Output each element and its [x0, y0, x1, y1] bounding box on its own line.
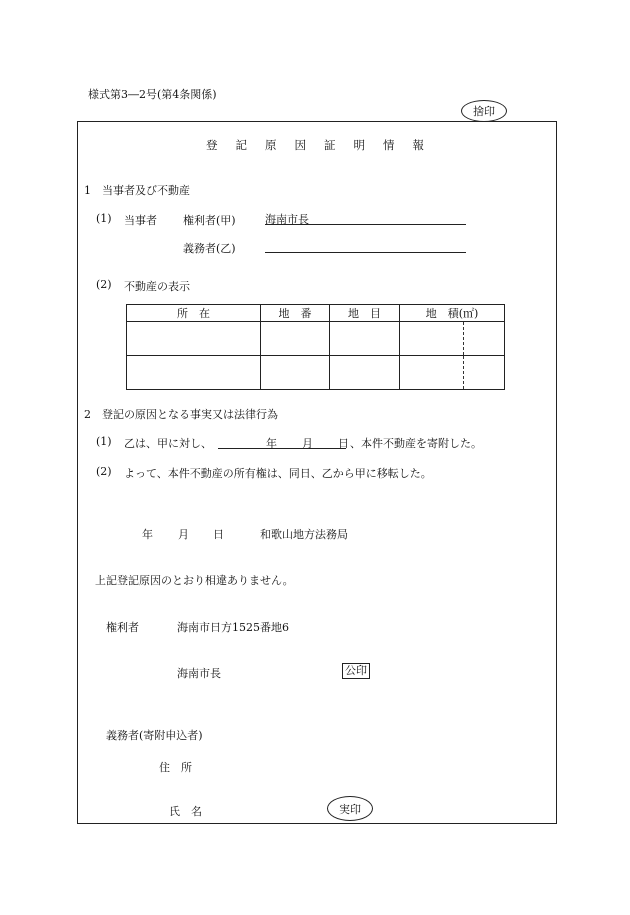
grantor-name-label: 氏 名 — [169, 805, 202, 818]
grantor-address-label: 住 所 — [159, 761, 192, 774]
donation-prefix: 乙は、甲に対し、 — [124, 437, 212, 450]
donation-day-label: 日 — [338, 437, 349, 450]
location-cell[interactable] — [127, 322, 261, 356]
confirmation-statement: 上記登記原因のとおり相違ありません。 — [95, 574, 294, 587]
registered-seal-stamp: 実印 — [327, 796, 373, 821]
form-number: 様式第3―2号(第4条関係) — [88, 88, 217, 101]
donation-month-label: 月 — [302, 437, 313, 450]
title-char: 情 — [383, 138, 395, 152]
grantee-signature-label: 権利者 — [106, 621, 139, 634]
table-row — [127, 356, 505, 390]
document-title — [0, 137, 630, 153]
section1-heading: 1 当事者及び不動産 — [84, 184, 190, 197]
grantee-value: 海南市長 — [265, 213, 309, 226]
table-row — [127, 322, 505, 356]
title-char: 因 — [294, 138, 306, 152]
lot-number-column-header: 地 番 — [261, 305, 330, 322]
parties-label: 当事者 — [124, 214, 157, 227]
property-display-label: 不動産の表示 — [124, 280, 190, 293]
property-table — [126, 304, 505, 390]
land-category-cell[interactable] — [330, 356, 400, 390]
title-char: 証 — [324, 138, 336, 152]
date-year-label: 年 — [142, 528, 153, 541]
title-char: 記 — [235, 138, 247, 152]
land-category-cell[interactable] — [330, 322, 400, 356]
date-day-label: 日 — [213, 528, 224, 541]
section1-sub1-number: (1) — [96, 212, 112, 225]
grantee-underline — [265, 224, 466, 225]
land-area-column-header: 地 積(㎡) — [400, 305, 505, 322]
title-char: 登 — [206, 138, 218, 152]
section2-item2-number: (2) — [96, 465, 112, 478]
decimal-divider — [463, 322, 464, 355]
title-char: 原 — [265, 138, 277, 152]
donation-year-label: 年 — [266, 437, 277, 450]
donation-suffix: 、本件不動産を寄附した。 — [350, 437, 482, 450]
grantee-name: 海南市長 — [177, 667, 221, 680]
lot-number-cell[interactable] — [261, 356, 330, 390]
abandon-seal-stamp: 捨印 — [461, 100, 507, 122]
donation-date-field[interactable] — [218, 448, 346, 449]
land-area-cell[interactable] — [400, 322, 505, 356]
location-column-header: 所 在 — [127, 305, 261, 322]
ownership-transfer-text: よって、本件不動産の所有権は、同日、乙から甲に移転した。 — [124, 467, 432, 480]
decimal-divider — [463, 356, 464, 389]
location-cell[interactable] — [127, 356, 261, 390]
legal-affairs-bureau: 和歌山地方法務局 — [260, 528, 348, 541]
grantee-label: 権利者(甲) — [183, 214, 236, 227]
date-month-label: 月 — [178, 528, 189, 541]
land-category-column-header: 地 目 — [330, 305, 400, 322]
title-char: 明 — [353, 138, 365, 152]
grantor-field[interactable] — [265, 252, 466, 253]
lot-number-cell[interactable] — [261, 322, 330, 356]
section2-heading: 2 登記の原因となる事実又は法律行為 — [84, 408, 278, 421]
section1-sub2-number: (2) — [96, 278, 112, 291]
land-area-cell[interactable] — [400, 356, 505, 390]
grantee-address: 海南市日方1525番地6 — [177, 621, 289, 634]
section2-item1-number: (1) — [96, 435, 112, 448]
grantor-label: 義務者(乙) — [183, 242, 236, 255]
table-header-row — [127, 305, 505, 322]
title-char: 報 — [412, 138, 424, 152]
grantor-signature-label: 義務者(寄附申込者) — [106, 729, 203, 742]
official-seal-box: 公印 — [342, 663, 370, 679]
